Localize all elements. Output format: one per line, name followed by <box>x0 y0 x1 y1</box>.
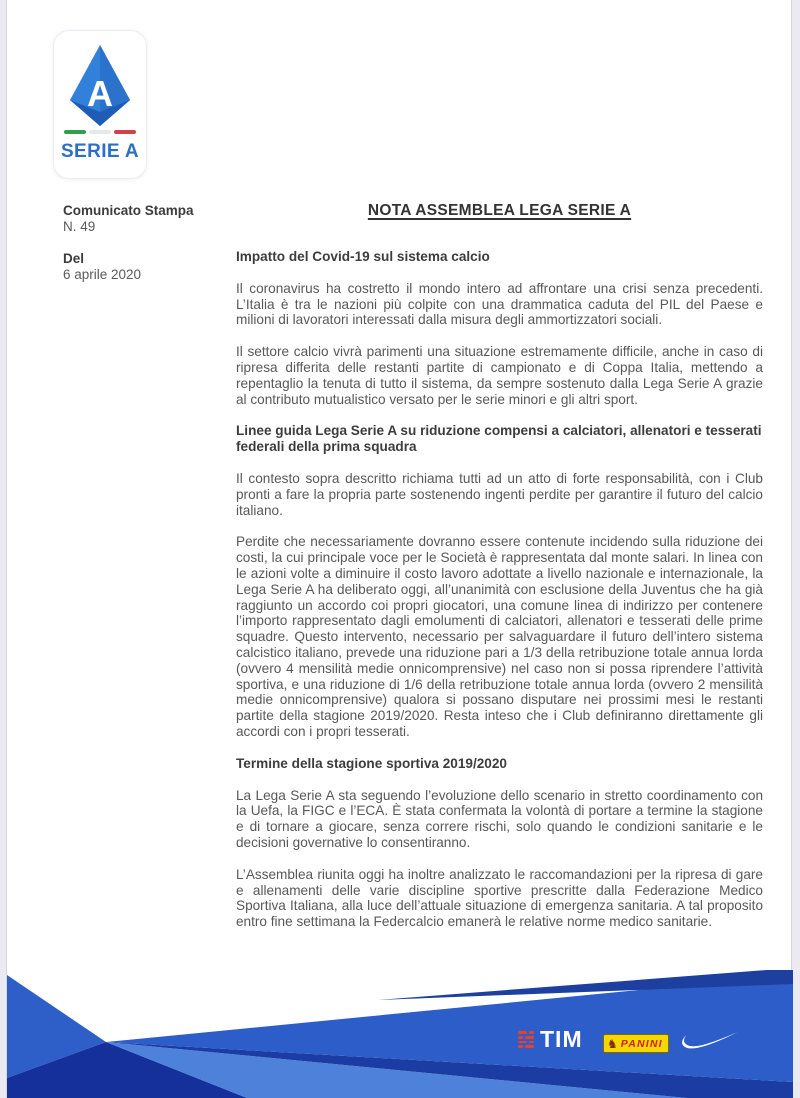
tim-dashes-icon <box>518 1031 535 1047</box>
paragraph: Il coronavirus ha costretto il mondo intero ad affrontare una crisi senza precedenti. L’Italia è tra le nazioni più colpite con una drammatica caduta del PIL del Paese e milioni di lavoratori interessati dalla misura degli ammortizzatori sociali. <box>236 280 763 328</box>
tricolor-red <box>114 130 136 134</box>
comunicato-number: N. 49 <box>63 219 96 234</box>
date-label: Del <box>63 251 85 266</box>
section-heading-covid-impact: Impatto del Covid-19 sul sistema calcio <box>236 249 490 264</box>
press-release-meta <box>63 203 213 283</box>
tricolor-white <box>89 130 111 134</box>
panini-logo <box>603 1034 669 1053</box>
serie-a-mark-icon <box>64 44 136 128</box>
svg-text:A: A <box>87 73 113 114</box>
serie-a-logo-card <box>53 30 147 179</box>
tim-wordmark: TIM <box>540 1026 583 1052</box>
section-heading-linee-guida: Linee guida Lega Serie A su riduzione compensi a calciatori, allenatori e tesserati federali della prima squadra <box>236 423 762 455</box>
paragraph: Perdite che necessariamente dovranno essere contenute incidendo sulla riduzione dei costi, la cui principale voce per le Società è rappresentata dal monte salari. In linea con le azioni volte a diminuire il costo lavoro adottate a livello nazionale e internazionale, la Lega Serie A ha deliberato oggi, all’unanimità con esclusione della Juventus che ha già raggiunto un accordo coi propri giocatori, una comune linea di indirizzo per contenere l’importo rappresentato dagli emolumenti di calciatori, allenatori e tesserati delle prime squadre. Questo intervento, necessario per salvaguardare il futuro dell’intero sistema calcistico italiano, prevede una riduzione pari a 1/3 della retribuzione totale annua lorda (ovvero 4 mensilità medie onnicomprensive) nel caso non si possa riprendere l’attività sportiva, e una riduzione di 1/6 della retribuzione totale annua lorda (ovvero 2 mensilità medie onnicomprensive) qualora si possano disputare nei prossimi mesi le restanti partite della stagione 2019/2020. Resta inteso che i Club definiranno direttamente gli accordi con i propri tesserati. <box>236 534 763 739</box>
nike-swoosh-icon <box>681 1028 739 1054</box>
panini-wordmark: PANINI <box>620 1037 663 1050</box>
serie-a-wordmark: SERIE A <box>60 141 140 162</box>
footer-geometric-background <box>7 970 793 1098</box>
document-title: NOTA ASSEMBLEA LEGA SERIE A <box>367 202 632 219</box>
date-value: 6 aprile 2020 <box>63 267 142 282</box>
sponsor-footer <box>7 970 793 1098</box>
paragraph: L’Assemblea riunita oggi ha inoltre analizzato le raccomandazioni per la ripresa di gare e allenamenti delle varie discipline sportive prescritte dalla Federazione Medico Sportiva Italiana, alla luce dell’attuale situazione di emergenza sanitaria. A tal proposito entro fine settimana la Federcalcio emanerà le relative norme medico sanitarie. <box>236 866 763 930</box>
section-heading-termine-stagione: Termine della stagione sportiva 2019/2020 <box>236 755 507 771</box>
comunicato-label: Comunicato Stampa <box>63 203 194 218</box>
tricolor-green <box>64 130 86 134</box>
italy-tricolor-bar <box>64 130 136 134</box>
nike-logo <box>681 1028 739 1054</box>
paragraph: Il settore calcio vivrà parimenti una situazione estremamente difficile, anche in caso di ripresa differita delle restanti partite di campionato e di Coppa Italia, mettendo a repentaglio la tenuta di tutto il sistema, da sempre sostenuto dalla Lega Serie A grazie al contributo mutualistico versato per le serie minori e gli altri sport. <box>236 344 763 407</box>
press-release-page <box>6 0 792 1098</box>
paragraph: Il contesto sopra descritto richiama tutti ad un atto di forte responsabilità, con i Club pronti a fare la propria parte sostenendo ingenti perdite per garantire il futuro del calcio italiano. <box>236 470 763 518</box>
panini-knight-icon: ♞ <box>607 1036 618 1051</box>
paragraph: La Lega Serie A sta seguendo l’evoluzione dello scenario in stretto coordinamento con la Uefa, la FIGC e l’ECA. È stata confermata la volontà di portare a termine la stagione e di tornare a giocare, senza correre rischi, solo quando le condizioni sanitarie e le decisioni governative lo consentiranno. <box>236 787 763 850</box>
tim-logo <box>518 1028 583 1051</box>
document-body <box>236 202 763 946</box>
meta-spacer <box>63 235 213 251</box>
